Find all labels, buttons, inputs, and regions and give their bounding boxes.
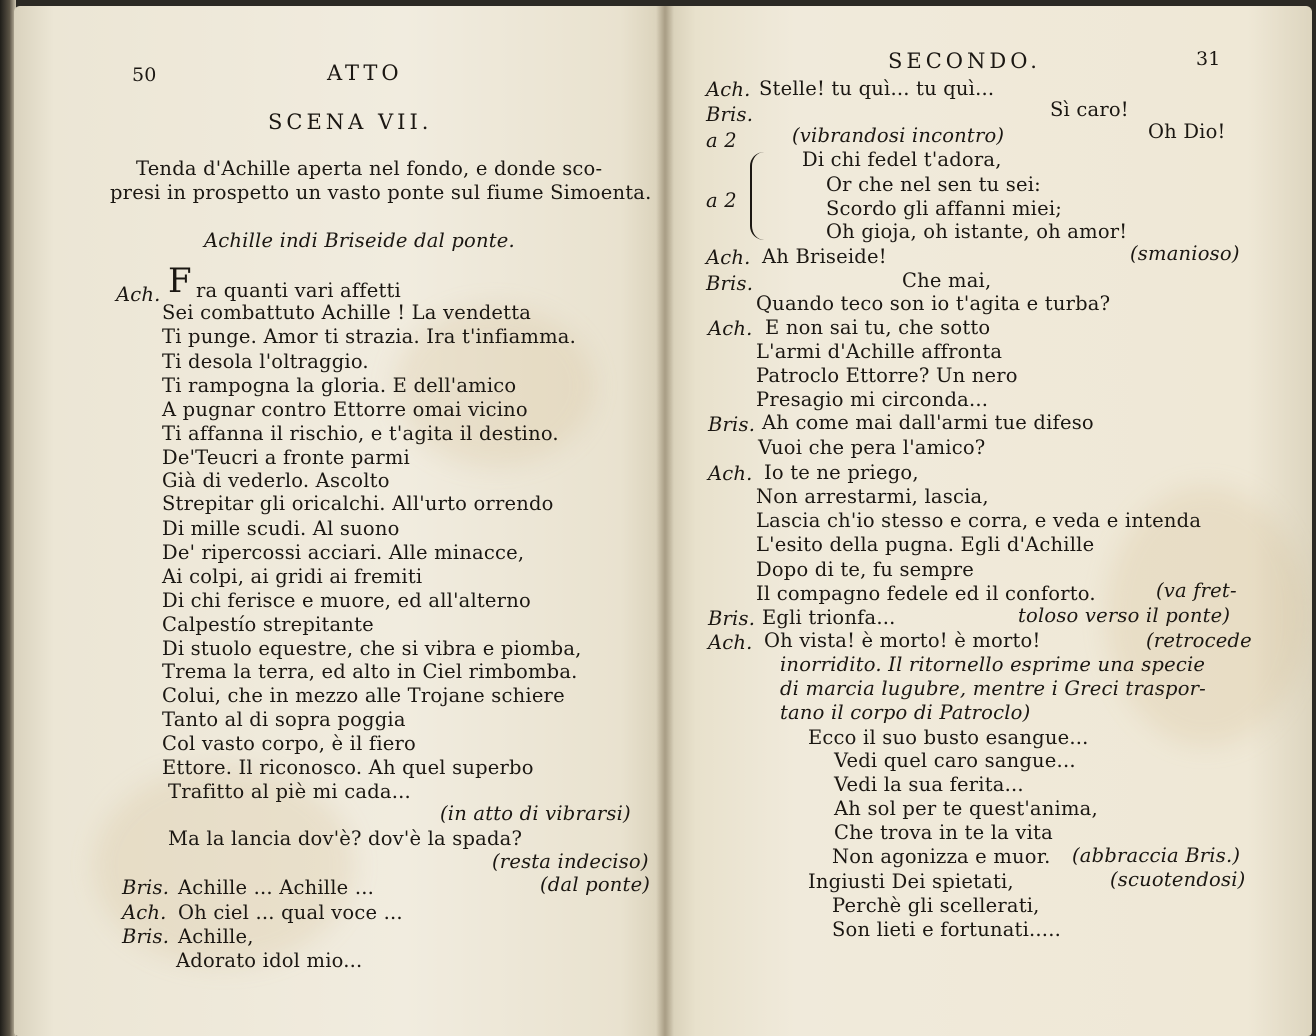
scene-heading: SCENA VII. bbox=[268, 110, 433, 134]
running-head-left: ATTO bbox=[327, 61, 403, 85]
dialogue-line: Achille ... Achille ... bbox=[178, 876, 375, 899]
verse-line: Tanto al di sopra poggia bbox=[162, 708, 406, 731]
speaker-label: Ach. bbox=[708, 462, 753, 485]
dialogue-line: E non sai tu, che sotto bbox=[765, 316, 991, 339]
speaker-label: Bris. bbox=[122, 925, 170, 948]
verse-line: Il compagno fedele ed il conforto. bbox=[756, 582, 1096, 605]
verse-line: Ti desola l'oltraggio. bbox=[162, 350, 369, 373]
verse-line: De' ripercossi acciari. Alle minacce, bbox=[162, 541, 525, 564]
verse-line: Col vasto corpo, è il fiero bbox=[162, 732, 416, 755]
verse-line: Dopo di te, fu sempre bbox=[756, 558, 975, 581]
verse-line: ra quanti vari affetti bbox=[196, 279, 401, 302]
running-head-right: SECONDO. bbox=[888, 49, 1041, 73]
stage-direction: (scuotendosi) bbox=[1110, 868, 1246, 891]
verse-line: Non arrestarmi, lascia, bbox=[756, 485, 989, 508]
verse-line: Strepitar gli oricalchi. All'urto orrendo bbox=[162, 492, 554, 515]
entrance-line: Achille indi Briseide dal ponte. bbox=[204, 229, 515, 252]
stage-direction: (abbraccia Bris.) bbox=[1072, 844, 1241, 867]
verse-line: Vuoi che pera l'amico? bbox=[758, 436, 986, 459]
speaker-label: Ach. bbox=[706, 246, 751, 269]
dialogue-line: Egli trionfa... bbox=[762, 606, 896, 629]
speaker-label: Ach. bbox=[708, 631, 753, 654]
verse-line: Calpestío strepitante bbox=[162, 613, 374, 636]
verse-line: Di chi ferisce e muore, ed all'alterno bbox=[162, 589, 531, 612]
verse-line: Ingiusti Dei spietati, bbox=[808, 870, 1014, 893]
verse-line: A pugnar contro Ettorre omai vicino bbox=[162, 398, 528, 421]
duet-line: Scordo gli affanni miei; bbox=[826, 197, 1063, 220]
dialogue-line: Che mai, bbox=[902, 269, 992, 292]
drop-cap: F bbox=[168, 261, 192, 301]
verse-line: Vedi la sua ferita... bbox=[834, 773, 1024, 796]
speaker-label: Ach. bbox=[122, 901, 167, 924]
stage-direction: (vibrandosi incontro) bbox=[792, 124, 1005, 147]
dialogue-line: Stelle! tu quì... tu quì... bbox=[759, 77, 995, 100]
dialogue-line: Achille, bbox=[178, 925, 254, 948]
speaker-label: Ach. bbox=[116, 283, 161, 306]
dialogue-line: Io te ne priego, bbox=[764, 461, 919, 484]
verse-line: Trema la terra, ed alto in Ciel rimbomba. bbox=[162, 660, 578, 683]
verse-line: Ti punge. Amor ti strazia. Ira t'infiamma. bbox=[162, 325, 577, 348]
verse-line: L'esito della pugna. Egli d'Achille bbox=[756, 533, 1095, 556]
stage-direction: (dal ponte) bbox=[540, 873, 651, 896]
verse-line: Di stuolo equestre, che si vibra e piomba, bbox=[162, 637, 582, 660]
stage-direction: tano il corpo di Patroclo) bbox=[780, 701, 1031, 724]
duet-line: Or che nel sen tu sei: bbox=[826, 173, 1041, 196]
speaker-label: Bris. bbox=[708, 413, 756, 436]
stage-direction: (resta indeciso) bbox=[492, 850, 649, 873]
verse-line: Adorato idol mio... bbox=[176, 949, 363, 972]
stage-direction: (va fret- bbox=[1156, 579, 1237, 602]
stage-direction: di marcia lugubre, mentre i Greci traspor- bbox=[780, 677, 1206, 700]
dialogue-line: Oh vista! è morto! è morto! bbox=[764, 629, 1041, 652]
verse-line: Sei combattuto Achille ! La vendetta bbox=[162, 301, 532, 324]
stage-direction-line: presi in prospetto un vasto ponte sul fiume Simoenta. bbox=[110, 181, 652, 204]
duet-brace bbox=[750, 152, 766, 240]
verse-line: Ma la lancia dov'è? dov'è la spada? bbox=[168, 827, 523, 850]
verse-line: Che trova in te la vita bbox=[834, 821, 1053, 844]
speaker-label: Bris. bbox=[706, 272, 754, 295]
speaker-label: Ach. bbox=[708, 317, 753, 340]
verse-line: Quando teco son io t'agita e turba? bbox=[756, 292, 1111, 315]
verse-line: Colui, che in mezzo alle Trojane schiere bbox=[162, 684, 565, 707]
speaker-label: Bris. bbox=[706, 103, 754, 126]
stage-direction: (in atto di vibrarsi) bbox=[440, 802, 631, 825]
dialogue-line: Oh ciel ... qual voce ... bbox=[178, 901, 403, 924]
verse-line: Ecco il suo busto esangue... bbox=[808, 726, 1089, 749]
verse-line: Presagio mi circonda... bbox=[756, 388, 989, 411]
verse-line: L'armi d'Achille affronta bbox=[756, 340, 1003, 363]
speaker-label: Ach. bbox=[706, 78, 751, 101]
verse-line: Ti affanna il rischio, e t'agita il destino. bbox=[162, 422, 559, 445]
dialogue-line: Oh Dio! bbox=[1148, 120, 1226, 143]
verse-line: Ah sol per te quest'anima, bbox=[834, 797, 1098, 820]
voice-label: a 2 bbox=[706, 129, 737, 152]
duet-line: Di chi fedel t'adora, bbox=[802, 148, 1002, 171]
stage-direction: (smanioso) bbox=[1130, 242, 1240, 265]
verse-line: Ai colpi, ai gridi ai fremiti bbox=[162, 565, 423, 588]
dialogue-line: Ah come mai dall'armi tue difeso bbox=[762, 411, 1094, 434]
speaker-label: Bris. bbox=[122, 876, 170, 899]
verse-line: Ti rampogna la gloria. E dell'amico bbox=[162, 374, 517, 397]
book-gutter bbox=[656, 6, 674, 1036]
verse-line: Son lieti e fortunati..... bbox=[832, 918, 1062, 941]
duet-line: Oh gioja, oh istante, oh amor! bbox=[826, 220, 1128, 243]
verse-line: Ettore. Il riconosco. Ah quel superbo bbox=[162, 756, 534, 779]
verse-line: Lascia ch'io stesso e corra, e veda e intenda bbox=[756, 509, 1202, 532]
verse-line: Perchè gli scellerati, bbox=[832, 894, 1040, 917]
page-number-left: 50 bbox=[132, 64, 157, 86]
stage-direction-line: Tenda d'Achille aperta nel fondo, e donde sco- bbox=[136, 157, 603, 180]
page-number-right: 31 bbox=[1196, 48, 1221, 70]
verse-line: Trafitto al piè mi cada... bbox=[168, 780, 411, 803]
stage-direction: (retrocede bbox=[1146, 629, 1252, 652]
verse-line: Vedi quel caro sangue... bbox=[834, 749, 1076, 772]
voice-label: a 2 bbox=[706, 189, 737, 212]
speaker-label: Bris. bbox=[708, 607, 756, 630]
stage-direction: inorridito. Il ritornello esprime una specie bbox=[780, 653, 1206, 676]
dialogue-line: Ah Briseide! bbox=[762, 245, 887, 268]
dialogue-line: Sì caro! bbox=[1050, 98, 1129, 121]
verse-line: Patroclo Ettorre? Un nero bbox=[756, 364, 1018, 387]
verse-line: De'Teucri a fronte parmi bbox=[162, 446, 410, 469]
verse-line: Di mille scudi. Al suono bbox=[162, 517, 400, 540]
verse-line: Già di vederlo. Ascolto bbox=[162, 469, 390, 492]
stage-direction: toloso verso il ponte) bbox=[1018, 604, 1231, 627]
verse-line: Non agonizza e muor. bbox=[832, 845, 1051, 868]
